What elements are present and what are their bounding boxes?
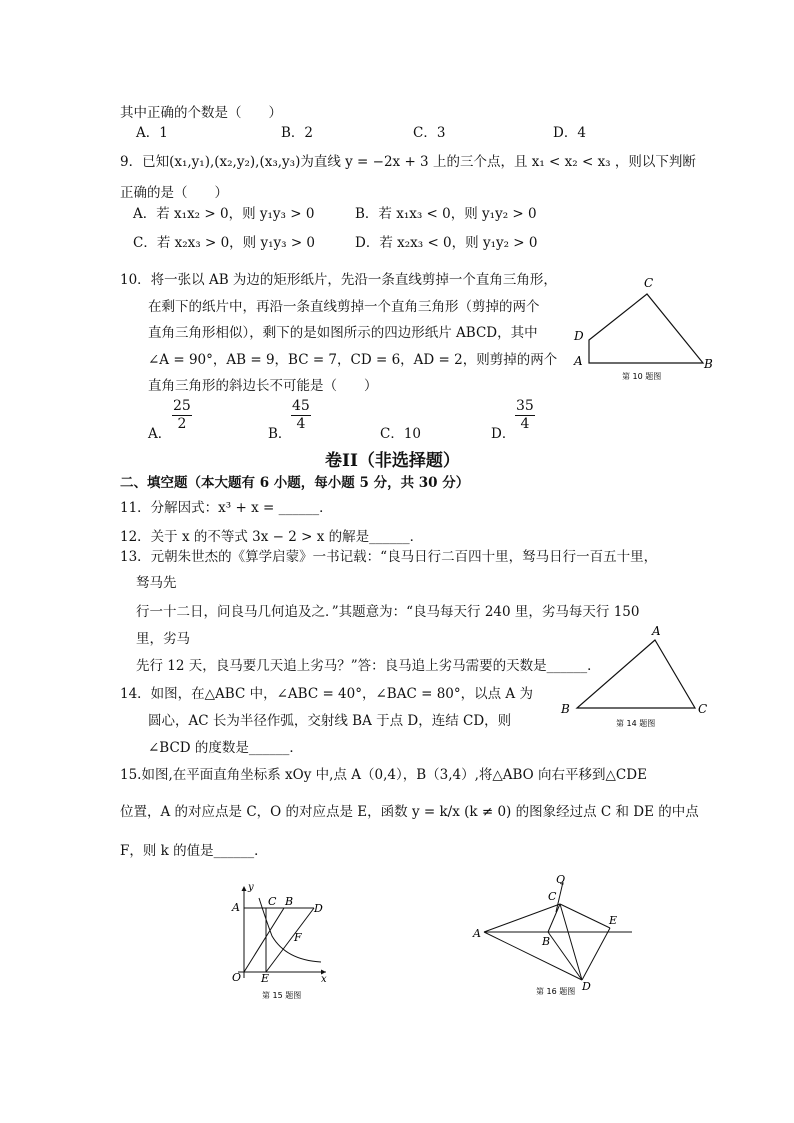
q15-caption: 第 15 题图 — [262, 991, 302, 1000]
q16-label-b: B — [542, 935, 551, 948]
q16-label-d: D — [582, 980, 591, 993]
q13-line2: 驽马先 — [136, 575, 177, 591]
q16-segment-ce — [560, 904, 610, 928]
q10-option-d-label: D． — [491, 426, 516, 442]
q16-segment-ed — [582, 928, 610, 980]
q8-option-c: C．3 — [413, 125, 446, 141]
q15-label-f: F — [294, 931, 302, 944]
q14-figure — [556, 622, 716, 732]
q16-ray-q — [556, 882, 563, 912]
q15-line2: 位置，A 的对应点是 C，O 的对应点是 E，函数 y = k/x (k ≠ 0) 的图象经过点 C 和 DE 的中点 — [120, 804, 699, 820]
q16-segment-bd — [548, 932, 582, 980]
q10-option-a-fraction — [172, 398, 192, 433]
q10-line5: 直角三角形的斜边长不可能是（ ） — [148, 378, 378, 394]
q10-label-a: A — [574, 354, 583, 368]
q14-triangle — [577, 640, 695, 708]
q14-line3: ∠BCD 的度数是______． — [148, 740, 303, 756]
q15-segment-de — [266, 908, 314, 972]
q10-option-c: C．10 — [380, 426, 422, 442]
q13-line3: 行一十二日，问良马几何追及之．”其题意为：“良马每天行 240 里，劣马每天行 150 — [136, 604, 640, 620]
q9-option-d: D．若 x₂x₃ < 0，则 y₁y₂ > 0 — [355, 235, 538, 251]
volume-2-title: 卷II（非选择题） — [325, 451, 460, 471]
q8-option-b: B．2 — [281, 125, 314, 141]
q16-segment-ad — [484, 932, 582, 980]
q10-option-a-label: A． — [148, 426, 172, 442]
q10-option-b-label: B． — [268, 426, 292, 442]
q13-line1: 13．元朝朱世杰的《算学启蒙》一书记载：“良马日行二百四十里，驽马日行一百五十里， — [120, 549, 658, 565]
q10-option-d-fraction — [515, 398, 535, 433]
q9-option-a: A．若 x₁x₂ > 0，则 y₁y₃ > 0 — [133, 206, 315, 222]
q15-figure — [226, 880, 341, 1005]
q15-label-o: O — [232, 971, 242, 984]
q15-label-c: C — [268, 895, 277, 908]
q14-caption: 第 14 题图 — [616, 719, 656, 728]
q10-caption: 第 10 题图 — [622, 372, 662, 381]
q15-label-a: A — [232, 901, 240, 914]
q10-option-b-fraction — [291, 398, 311, 433]
q10-line3: 直角三角形相似），剩下的是如图所示的四边形纸片 ABCD，其中 — [148, 325, 538, 341]
q16-caption: 第 16 题图 — [536, 987, 576, 996]
q10-label-c: C — [644, 276, 654, 290]
q16-label-e: E — [609, 914, 618, 927]
q10-line1: 10．将一张以 AB 为边的矩形纸片，先沿一条直线剪掉一个直角三角形， — [120, 272, 557, 288]
q16-figure — [470, 868, 650, 1003]
q16-segment-cd — [560, 904, 582, 980]
q13-line4: 里，劣马 — [136, 631, 190, 647]
q14-line1: 14．如图，在△ABC 中，∠ABC = 40°，∠BAC = 80°，以点 A 为 — [120, 686, 533, 702]
section-2-title: 二、填空题（本大题有 6 小题，每小题 5 分，共 30 分） — [120, 475, 470, 491]
q15-label-b: B — [285, 895, 294, 908]
q10-figure — [568, 272, 718, 384]
q14-label-b: B — [561, 702, 570, 716]
q15-segment-bo — [244, 908, 284, 972]
q10-option-b-numerator: 45 — [292, 398, 310, 414]
q9-option-b: B．若 x₁x₃ < 0，则 y₁y₂ > 0 — [355, 206, 537, 222]
q14-line2: 圆心，AC 长为半径作弧，交射线 BA 于点 D，连结 CD，则 — [148, 713, 512, 729]
q10-quadrilateral — [589, 294, 703, 363]
q13-line5: 先行 12 天，良马要几天追上劣马？”答：良马追上劣马需要的天数是______． — [136, 658, 601, 674]
q8-option-a: A．1 — [136, 125, 168, 141]
q9-stem-line1: 9．已知(x₁,y₁),(x₂,y₂),(x₃,y₃)为直线 y = −2x + 3 上的三个点，且 x₁ < x₂ < x₃ ，则以下判断 — [120, 154, 696, 170]
q10-option-d-numerator: 35 — [516, 398, 534, 414]
q10-option-b-denominator: 4 — [296, 416, 306, 432]
q16-label-a: A — [473, 927, 481, 940]
q10-line2: 在剩下的纸片中，再沿一条直线剪掉一个直角三角形（剪掉的两个 — [148, 299, 540, 315]
q14-label-c: C — [698, 702, 708, 716]
q8-option-d: D．4 — [553, 125, 586, 141]
q15-y-arrow — [242, 886, 247, 891]
q15-label-y: y — [248, 882, 254, 893]
q15-label-d: D — [314, 902, 323, 915]
q12: 12．关于 x 的不等式 3x − 2 > x 的解是______． — [120, 529, 424, 545]
q10-option-d-denominator: 4 — [520, 416, 530, 432]
q16-segment-ac — [484, 904, 560, 932]
q10-label-b: B — [704, 357, 713, 371]
q9-stem-line2: 正确的是（ ） — [120, 185, 228, 201]
q8-tail: 其中正确的个数是（ ） — [120, 105, 282, 121]
q10-option-a-numerator: 25 — [173, 398, 191, 414]
q10-option-a-denominator: 2 — [177, 416, 187, 432]
q15-label-x: x — [321, 974, 327, 985]
q16-label-c: C — [548, 890, 557, 903]
q15-label-e: E — [261, 972, 270, 985]
q16-label-q: Q — [556, 873, 566, 886]
q10-line4: ∠A = 90°，AB = 9，BC = 7，CD = 6，AD = 2，则剪掉的两个 — [148, 352, 558, 368]
q15-line3: F，则 k 的值是______． — [120, 843, 268, 859]
q11: 11．分解因式：x³ + x = ______． — [120, 500, 333, 516]
q14-label-a: A — [652, 624, 661, 638]
q10-label-d: D — [574, 329, 584, 343]
q15-line1: 15.如图,在平面直角坐标系 xOy 中,点 A（0,4），B（3,4）,将△ABO 向右平移到△CDE — [120, 767, 647, 783]
q9-option-c: C．若 x₂x₃ > 0，则 y₁y₃ > 0 — [133, 235, 316, 251]
